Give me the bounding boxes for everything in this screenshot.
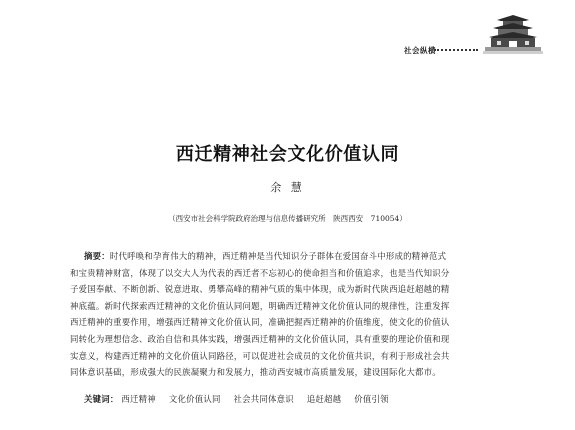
abstract-line: 同体意识基础，形成强大的民族凝聚力和发展力，推动西安城市高质量发展，建设国际化大都市。 <box>70 367 441 378</box>
keyword: 社会共同体意识 <box>233 394 294 404</box>
keyword: 追赶超越 <box>306 394 342 404</box>
keyword: 文化价值认同 <box>168 394 221 404</box>
author-name: 余 慧 <box>270 181 305 194</box>
abstract-line: 神底蕴。新时代探索西迁精神的文化价值认同问题，明确西迁精神文化价值认同的规律性，注重发挥 <box>70 300 450 311</box>
abstract-line: 子爱国奉献、不断创新、锐意进取、勇攀高峰的精神气质的集中体现，成为新时代陕西追赶超越的精 <box>70 284 450 295</box>
abstract-line: 和宝贵精神财富，体现了以交大人为代表的西迁者不忘初心的使命担当和价值追求，也是当代知识分 <box>70 267 450 278</box>
building-logo-icon <box>483 14 543 54</box>
abstract-line: 摘要：时代呼唤和孕育伟大的精神，西迁精神是当代知识分子群体在爱国奋斗中形成的精神范式 <box>84 251 447 261</box>
abstract-line: 西迁精神的重要作用，增强西迁精神文化价值认同，准确把握西迁精神的价值维度，使文化的价值认 <box>70 317 450 328</box>
abstract-line: 同转化为理想信念、政治自信和具体实践，增强西迁精神的文化价值认同，具有重要的理论价值和现 <box>70 333 450 344</box>
keyword: 价值引领 <box>354 394 389 404</box>
column-label: 社会纵横 <box>404 46 436 55</box>
abstract-label: 摘要： <box>84 251 110 261</box>
keywords-label: 关键词： <box>84 394 119 404</box>
author-affiliation: （西安市社会科学院政府治理与信息传播研究所 陕西西安 710054） <box>168 214 407 223</box>
page-header <box>0 0 575 62</box>
abstract-line: 实意义，构建西迁精神的文化价值认同路径，可以促进社会成员的文化价值共识，有利于形成社会共 <box>70 350 450 361</box>
column-dots-divider <box>434 49 478 53</box>
article-title: 西迁精神社会文化价值认同 <box>175 144 400 165</box>
abstract <box>70 248 514 381</box>
keywords <box>84 393 514 405</box>
keyword: 西迁精神 <box>121 394 156 404</box>
